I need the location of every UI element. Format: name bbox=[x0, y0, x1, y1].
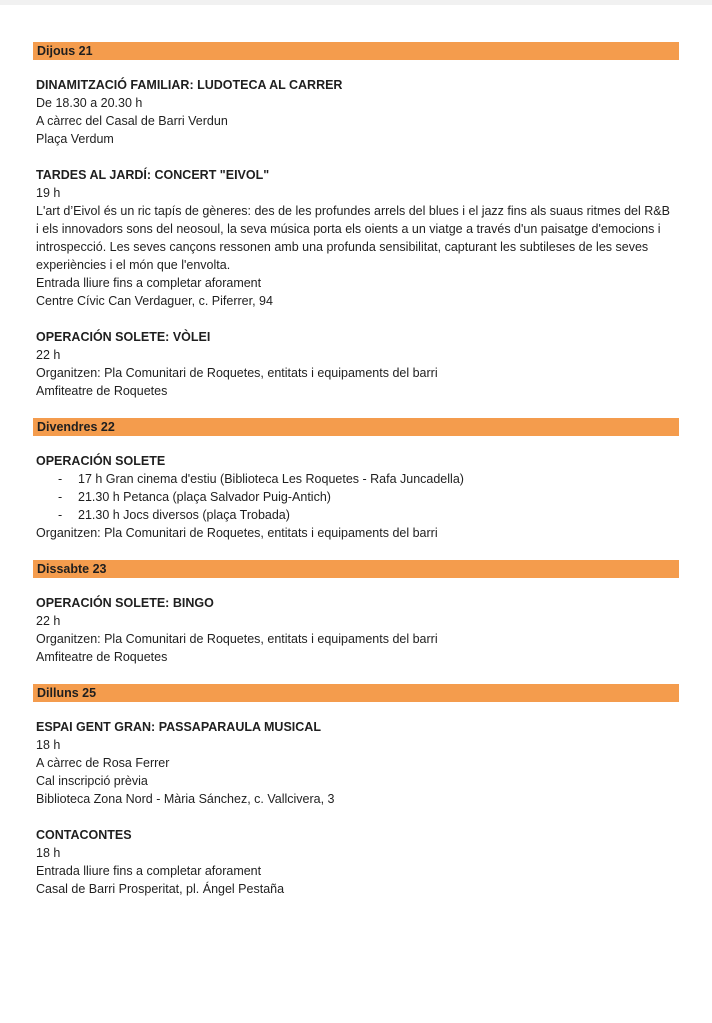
event-title: OPERACIÓN SOLETE bbox=[36, 454, 166, 468]
event-organizer: Organitzen: Pla Comunitari de Roquetes, entitats i equipaments del barri bbox=[36, 366, 438, 380]
event-block bbox=[36, 452, 676, 542]
event-time: De 18.30 a 20.30 h bbox=[36, 96, 143, 110]
event-time: 18 h bbox=[36, 738, 61, 752]
day-header-dissabte-23: Dissabte 23 bbox=[33, 560, 679, 578]
event-organizer: Organitzen: Pla Comunitari de Roquetes, entitats i equipaments del barri bbox=[36, 632, 438, 646]
bullet-item: - 17 h Gran cinema d'estiu (Biblioteca Les Roquetes - Rafa Juncadella) bbox=[36, 470, 676, 488]
event-location: Plaça Verdum bbox=[36, 132, 114, 146]
event-organizer: A càrrec del Casal de Barri Verdun bbox=[36, 114, 228, 128]
event-location: Biblioteca Zona Nord - Mària Sánchez, c. Vallcivera, 3 bbox=[36, 792, 335, 806]
bullet-item: - 21.30 h Jocs diversos (plaça Trobada) bbox=[36, 506, 676, 524]
event-block bbox=[36, 594, 676, 666]
bullet-list bbox=[36, 470, 676, 524]
event-block bbox=[36, 718, 676, 808]
bullet-item: - 21.30 h Petanca (plaça Salvador Puig-Antich) bbox=[36, 488, 676, 506]
event-block bbox=[36, 76, 676, 148]
event-title: TARDES AL JARDÍ: CONCERT "EIVOL" bbox=[36, 168, 270, 182]
event-time: 22 h bbox=[36, 348, 61, 362]
event-time: 18 h bbox=[36, 846, 61, 860]
event-title: OPERACIÓN SOLETE: VÒLEI bbox=[36, 330, 211, 344]
day-header-dilluns-25: Dilluns 25 bbox=[33, 684, 679, 702]
event-registration: Cal inscripció prèvia bbox=[36, 774, 148, 788]
event-time: 22 h bbox=[36, 614, 61, 628]
event-location: Amfiteatre de Roquetes bbox=[36, 650, 168, 664]
event-block bbox=[36, 166, 676, 310]
event-description: L'art d’Eivol és un ric tapís de gèneres: des de les profundes arrels del blues i el jazz fins als suaus ritmes del R&B i els innovadors sons del neosoul, la seva música porta els oients a un viatge a través d'un paisatge d'emocions i introspecció. Les seves cançons ressonen amb una profunda sensibilitat, capturant les subtileses de les seves experiències i el món que l'envolta. bbox=[36, 204, 670, 272]
event-block bbox=[36, 826, 676, 898]
day-header-dijous-21: Dijous 21 bbox=[33, 42, 679, 60]
event-title: CONTACONTES bbox=[36, 828, 132, 842]
day-header-divendres-22: Divendres 22 bbox=[33, 418, 679, 436]
page-top-edge bbox=[0, 0, 712, 5]
event-admission: Entrada lliure fins a completar aforament bbox=[36, 276, 262, 290]
event-title: OPERACIÓN SOLETE: BINGO bbox=[36, 596, 214, 610]
event-location: Amfiteatre de Roquetes bbox=[36, 384, 168, 398]
event-time: 19 h bbox=[36, 186, 61, 200]
event-title: DINAMITZACIÓ FAMILIAR: LUDOTECA AL CARRER bbox=[36, 78, 343, 92]
event-admission: Entrada lliure fins a completar aforament bbox=[36, 864, 262, 878]
agenda-content bbox=[36, 42, 676, 916]
event-block bbox=[36, 328, 676, 400]
event-location: Centre Cívic Can Verdaguer, c. Piferrer, 94 bbox=[36, 294, 273, 308]
event-presenter: A càrrec de Rosa Ferrer bbox=[36, 756, 170, 770]
event-location: Casal de Barri Prosperitat, pl. Ángel Pestaña bbox=[36, 882, 285, 896]
event-title: ESPAI GENT GRAN: PASSAPARAULA MUSICAL bbox=[36, 720, 321, 734]
event-organizer: Organitzen: Pla Comunitari de Roquetes, entitats i equipaments del barri bbox=[36, 526, 438, 540]
